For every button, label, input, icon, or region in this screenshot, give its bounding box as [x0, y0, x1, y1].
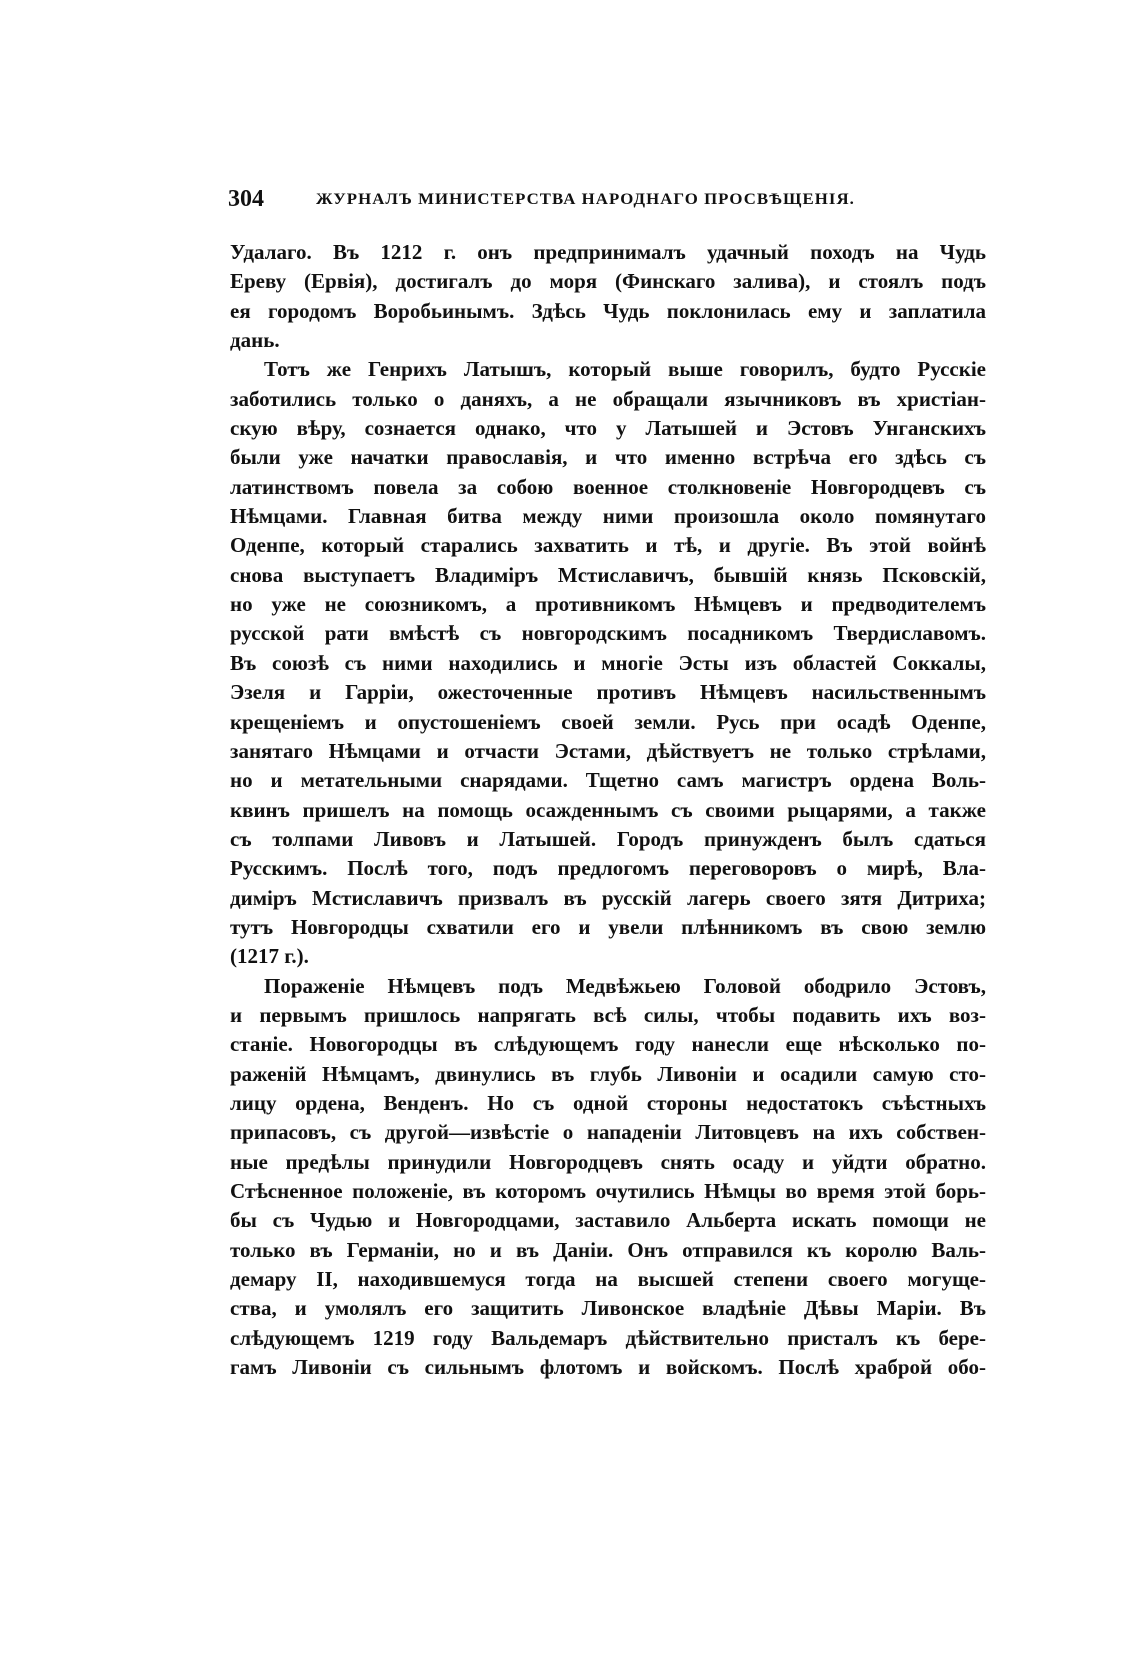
text-line: были уже начатки православія, и что именно встрѣча его здѣсь съ — [230, 445, 986, 470]
text-line: крещеніемъ и опустошеніемъ своей земли. Русь при осадѣ Оденпе, — [230, 709, 986, 734]
text-line: Ереву (Ервія), достигалъ до моря (Финскаго залива), и стоялъ подъ — [230, 269, 986, 294]
text-line: скую вѣру, сознается однако, что у Латышей и Эстовъ Унганскихъ — [230, 416, 986, 441]
running-head: ЖУРНАЛЪ МИНИСТЕРСТВА НАРОДНАГО ПРОСВѢЩЕНІЯ. — [316, 191, 855, 208]
text-line: съ толпами Ливовъ и Латышей. Городъ принужденъ былъ сдаться — [230, 826, 986, 851]
paragraph-start-line: Тотъ же Генрихъ Латышъ, который выше говорилъ, будто Русскіе — [264, 357, 986, 382]
text-line: станіе. Новогородцы въ слѣдующемъ году нанесли еще нѣсколько по- — [230, 1032, 986, 1057]
text-line: припасовъ, съ другой—извѣстіе о нападеніи Литовцевъ на ихъ собствен- — [230, 1120, 986, 1145]
text-line: заботились только о даняхъ, а не обращали язычниковъ въ христіан- — [230, 386, 986, 411]
text-line: лицу ордена, Венденъ. Но съ одной стороны недостатокъ съѣстныхъ — [230, 1090, 986, 1115]
page-number: 304 — [228, 186, 264, 212]
text-line: ные предѣлы принудили Новгородцевъ снять осаду и уйдти обратно. — [230, 1149, 986, 1174]
body-text — [230, 238, 986, 1382]
text-line: Стѣсненное положеніе, въ которомъ очутились Нѣмцы во время этой борь- — [230, 1179, 986, 1203]
text-line: демару II, находившемуся тогда на высшей степени своего могуще- — [230, 1267, 986, 1292]
text-line: Эзеля и Гарріи, ожесточенные противъ Нѣмцевъ насильственнымъ — [230, 680, 986, 705]
text-line: Нѣмцами. Главная битва между ними произошла около помянутаго — [230, 504, 986, 529]
text-line: ства, и умолялъ его защитить Ливонское владѣніе Дѣвы Маріи. Въ — [230, 1296, 986, 1321]
text-line: латинствомъ повела за собою военное столкновеніе Новгородцевъ съ — [230, 474, 986, 499]
text-line: Удалаго. Въ 1212 г. онъ предпринималъ удачный походъ на Чудь — [230, 240, 986, 264]
page-header — [228, 184, 988, 214]
text-line: занятаго Нѣмцами и отчасти Эстами, дѣйствуетъ не только стрѣлами, — [230, 738, 986, 763]
text-line: диміръ Мстиславичъ призвалъ въ русскій лагерь своего зятя Дитриха; — [230, 885, 986, 910]
text-line: ея городомъ Воробьинымъ. Здѣсь Чудь поклонилась ему и заплатила — [230, 298, 986, 323]
text-line: квинъ пришелъ на помощь осажденнымъ съ своими рыцарями, а также — [230, 797, 986, 822]
text-line: бы съ Чудью и Новгородцами, заставило Альберта искать помощи не — [230, 1208, 986, 1233]
text-line: Русскимъ. Послѣ того, подъ предлогомъ переговоровъ о мирѣ, Вла- — [230, 856, 986, 881]
text-line: и первымъ пришлось напрягать всѣ силы, чтобы подавить ихъ воз- — [230, 1002, 986, 1027]
text-line: только въ Германіи, но и въ Даніи. Онъ отправился къ королю Валь- — [230, 1237, 986, 1262]
text-line: дань. — [230, 328, 280, 353]
text-line: но уже не союзникомъ, а противникомъ Нѣмцевъ и предводителемъ — [230, 592, 986, 617]
text-line: раженій Нѣмцамъ, двинулись въ глубь Ливоніи и осадили самую сто- — [230, 1061, 986, 1086]
text-line: (1217 г.). — [230, 944, 309, 969]
text-line: слѣдующемъ 1219 году Вальдемаръ дѣйствительно присталъ къ бере- — [230, 1325, 986, 1350]
text-line: Оденпе, который старались захватить и тѣ, и другіе. Въ этой войнѣ — [230, 533, 986, 558]
paragraph-start-line: Пораженіе Нѣмцевъ подъ Медвѣжьею Головой ободрило Эстовъ, — [264, 973, 986, 998]
text-line: гамъ Ливоніи съ сильнымъ флотомъ и войскомъ. Послѣ храброй обо- — [230, 1355, 986, 1380]
text-line: тутъ Новгородцы схватили его и увели плѣнникомъ въ свою землю — [230, 914, 986, 939]
text-line: русской рати вмѣстѣ съ новгородскимъ посадникомъ Твердиславомъ. — [230, 621, 986, 646]
text-line: снова выступаетъ Владиміръ Мстиславичъ, бывшій князь Псковскій, — [230, 562, 986, 587]
text-line: но и метательными снарядами. Тщетно самъ магистръ ордена Воль- — [230, 768, 986, 793]
text-line: Въ союзѣ съ ними находились и многіе Эсты изъ областей Соккалы, — [230, 650, 986, 675]
